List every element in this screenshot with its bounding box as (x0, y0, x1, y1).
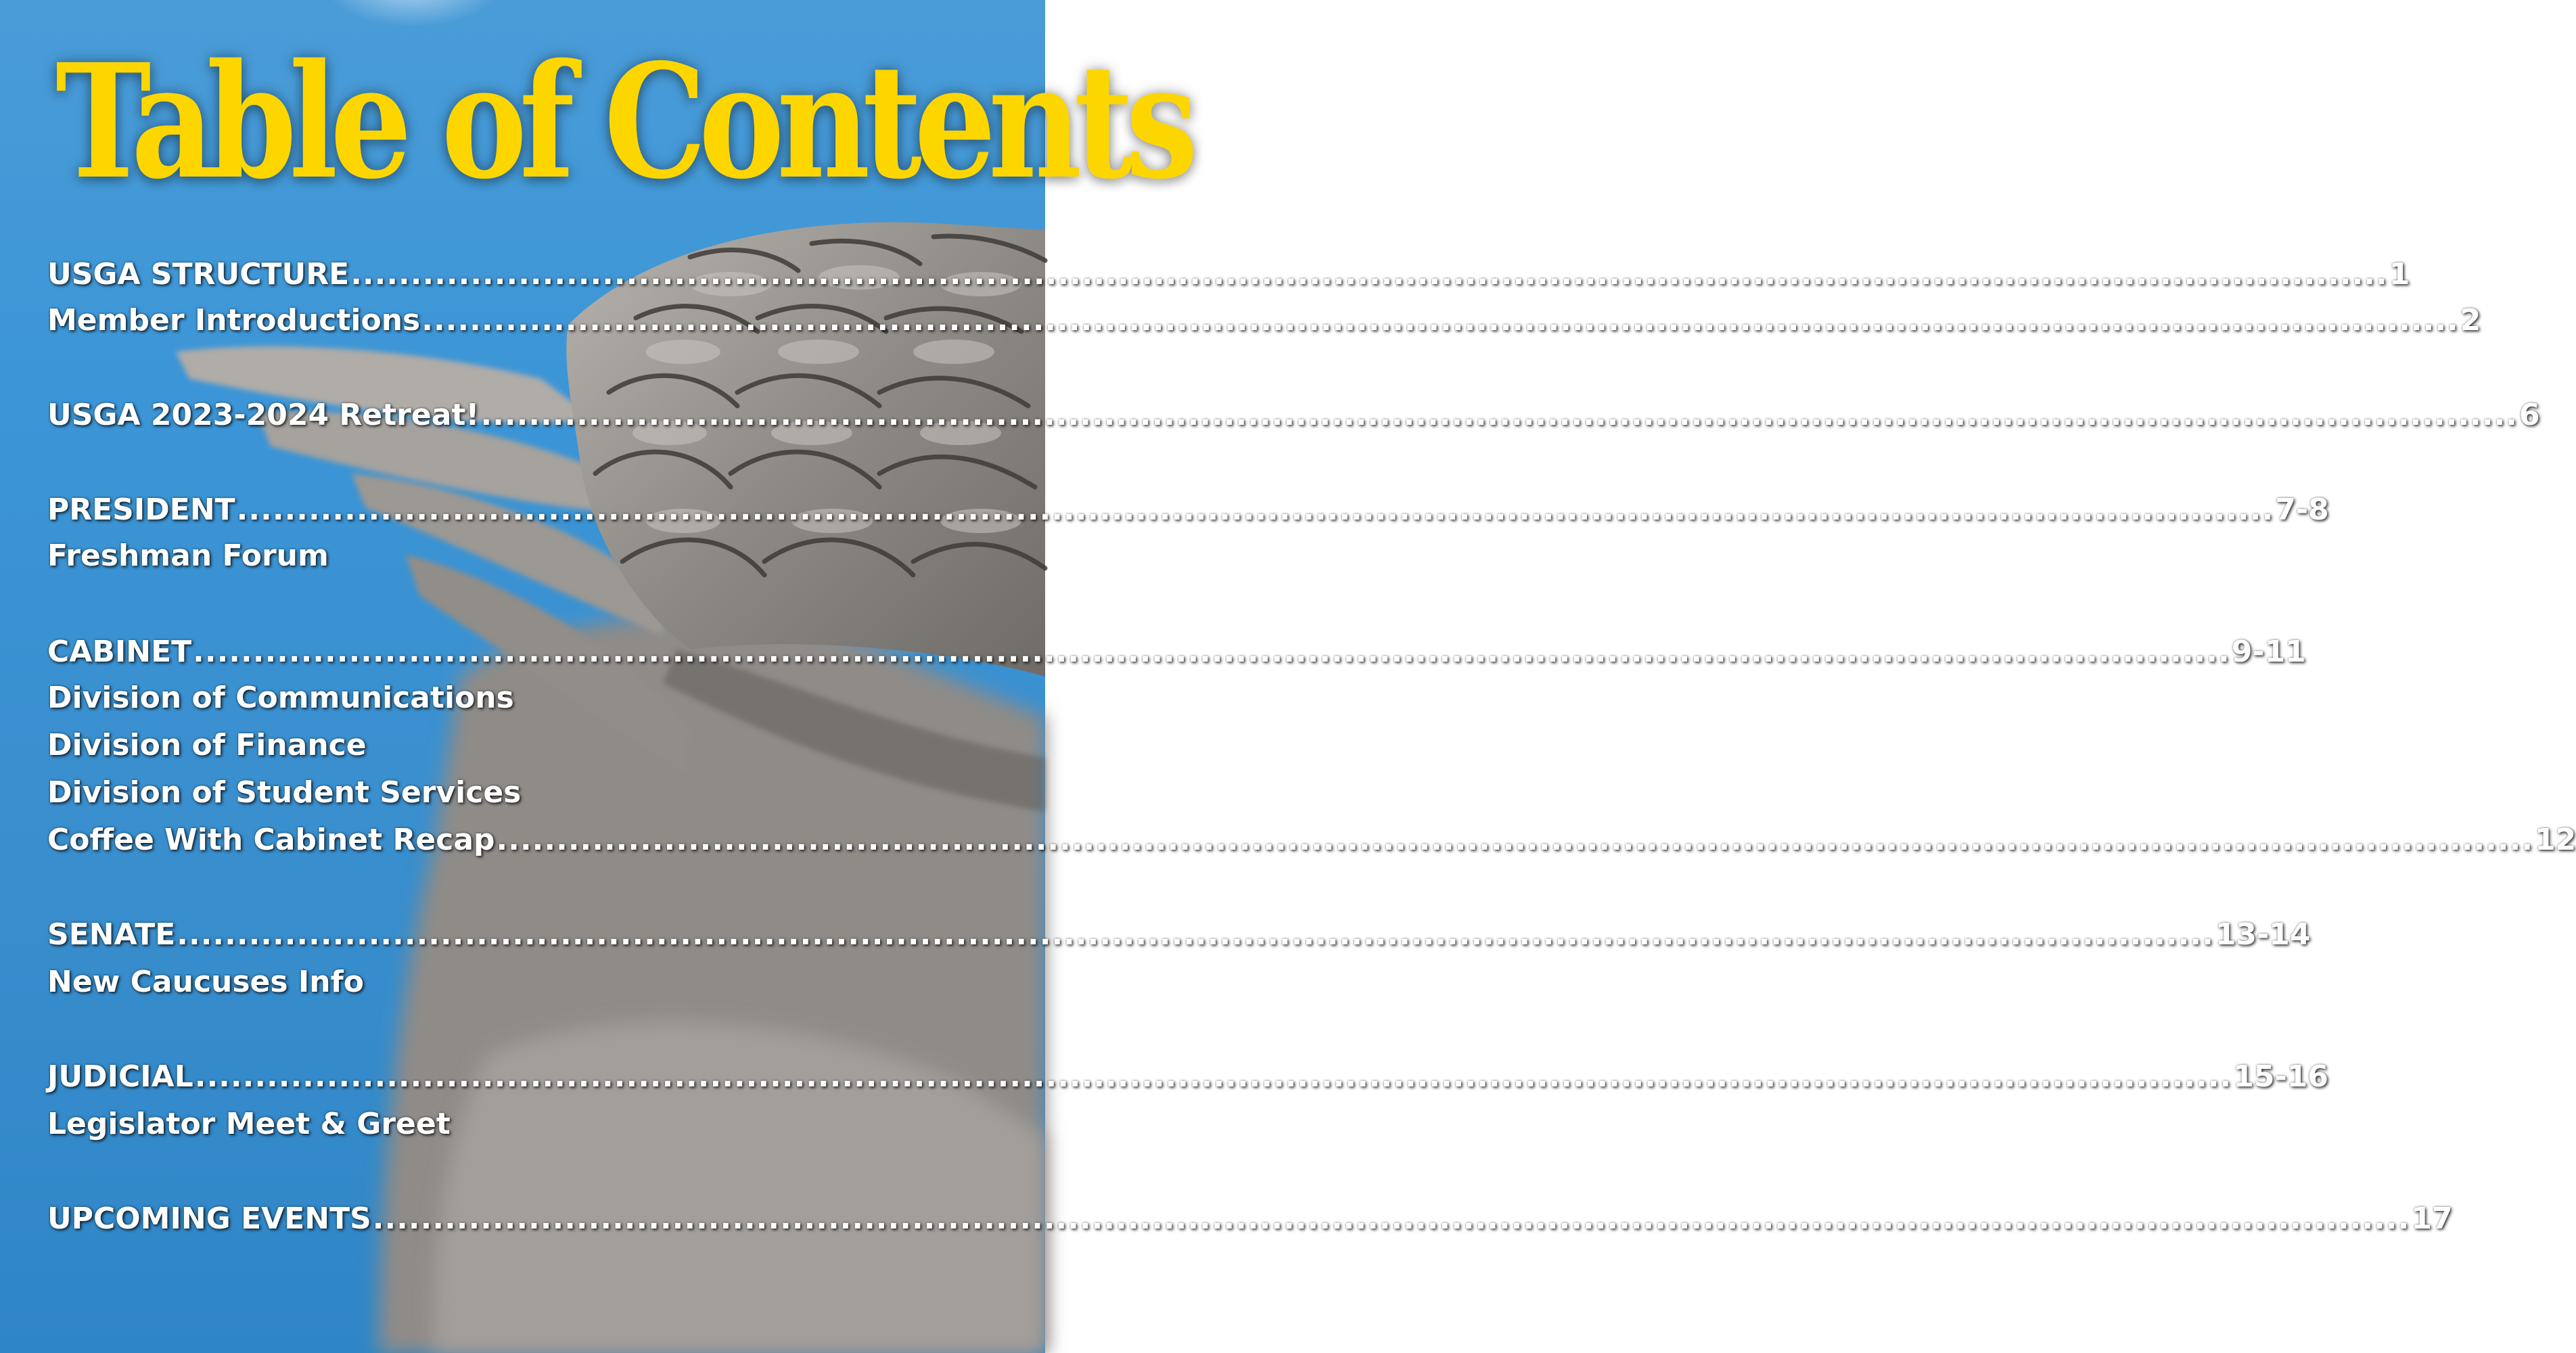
toc-entry-page: 13-14 (2215, 917, 2311, 952)
toc-entry-label: SENATE (47, 917, 176, 952)
toc-entry-president[interactable] (47, 491, 2329, 529)
toc-entry-page: 12 (2535, 823, 2576, 857)
toc-entry-page: 9-11 (2231, 635, 2306, 669)
toc-entry-member-introductions[interactable] (47, 302, 2481, 340)
toc-entry-page: 6 (2519, 398, 2540, 432)
toc-entry-division-of-finance[interactable] (47, 727, 367, 764)
toc-entry-page: 1 (2389, 257, 2410, 292)
page-title: Table of Contents (55, 29, 1191, 214)
toc-entry-label: USGA 2023-2024 Retreat! (47, 398, 480, 432)
dot-leader: .......................................................................................................................................................................... (496, 823, 2534, 857)
toc-entry-page: 7-8 (2275, 492, 2329, 527)
toc-entry-coffee-with-cabinet-recap[interactable] (47, 821, 2576, 859)
toc-entry-page: 2 (2460, 303, 2481, 338)
toc-entry-judicial[interactable] (47, 1058, 2329, 1096)
toc-entry-page: 17 (2411, 1201, 2453, 1236)
dot-leader: .......................................................................................................................................................................... (421, 303, 2459, 338)
toc-entry-label: Division of Student Services (47, 775, 522, 810)
toc-entry-senate[interactable] (47, 916, 2311, 954)
toc-entry-cabinet[interactable] (47, 633, 2306, 671)
toc-entry-label: JUDICIAL (47, 1059, 193, 1094)
toc-entry-label: PRESIDENT (47, 492, 235, 527)
toc-entry-label: CABINET (47, 635, 192, 669)
toc-entry-page: 15-16 (2233, 1059, 2329, 1094)
dot-leader: .......................................................................................................................................................................... (194, 1059, 2232, 1094)
toc-entry-label: Division of Finance (47, 728, 367, 762)
toc-entry-new-caucuses-info[interactable] (47, 963, 364, 1001)
toc-entry-label: Legislator Meet & Greet (47, 1107, 451, 1141)
toc-entry-label: USGA STRUCTURE (47, 257, 350, 292)
toc-entry-label: Freshman Forum (47, 538, 329, 573)
dot-leader: .......................................................................................................................................................................... (350, 257, 2388, 292)
toc-entry-freshman-forum[interactable] (47, 537, 329, 575)
dot-leader: .......................................................................................................................................................................... (193, 635, 2230, 669)
toc-entry-upcoming-events[interactable] (47, 1200, 2453, 1238)
toc-entry-label: New Caucuses Info (47, 965, 364, 999)
toc-entry-usga-structure[interactable] (47, 256, 2410, 294)
dot-leader: .......................................................................................................................................................................... (372, 1201, 2410, 1236)
toc-entry-label: Coffee With Cabinet Recap (47, 823, 495, 857)
toc-entry-label: Member Introductions (47, 303, 421, 338)
dot-leader: .......................................................................................................................................................................... (480, 398, 2518, 432)
toc-entry-legislator-meet-greet[interactable] (47, 1105, 451, 1143)
toc-entry-label: UPCOMING EVENTS (47, 1201, 371, 1236)
toc-entry-usga-retreat[interactable] (47, 396, 2540, 434)
toc-entry-division-of-student-services[interactable] (47, 774, 521, 812)
toc-entry-label: Division of Communications (47, 681, 514, 715)
dot-leader: .......................................................................................................................................................................... (236, 492, 2274, 527)
dot-leader: .......................................................................................................................................................................... (177, 917, 2214, 952)
toc-entry-division-of-communications[interactable] (47, 679, 514, 717)
